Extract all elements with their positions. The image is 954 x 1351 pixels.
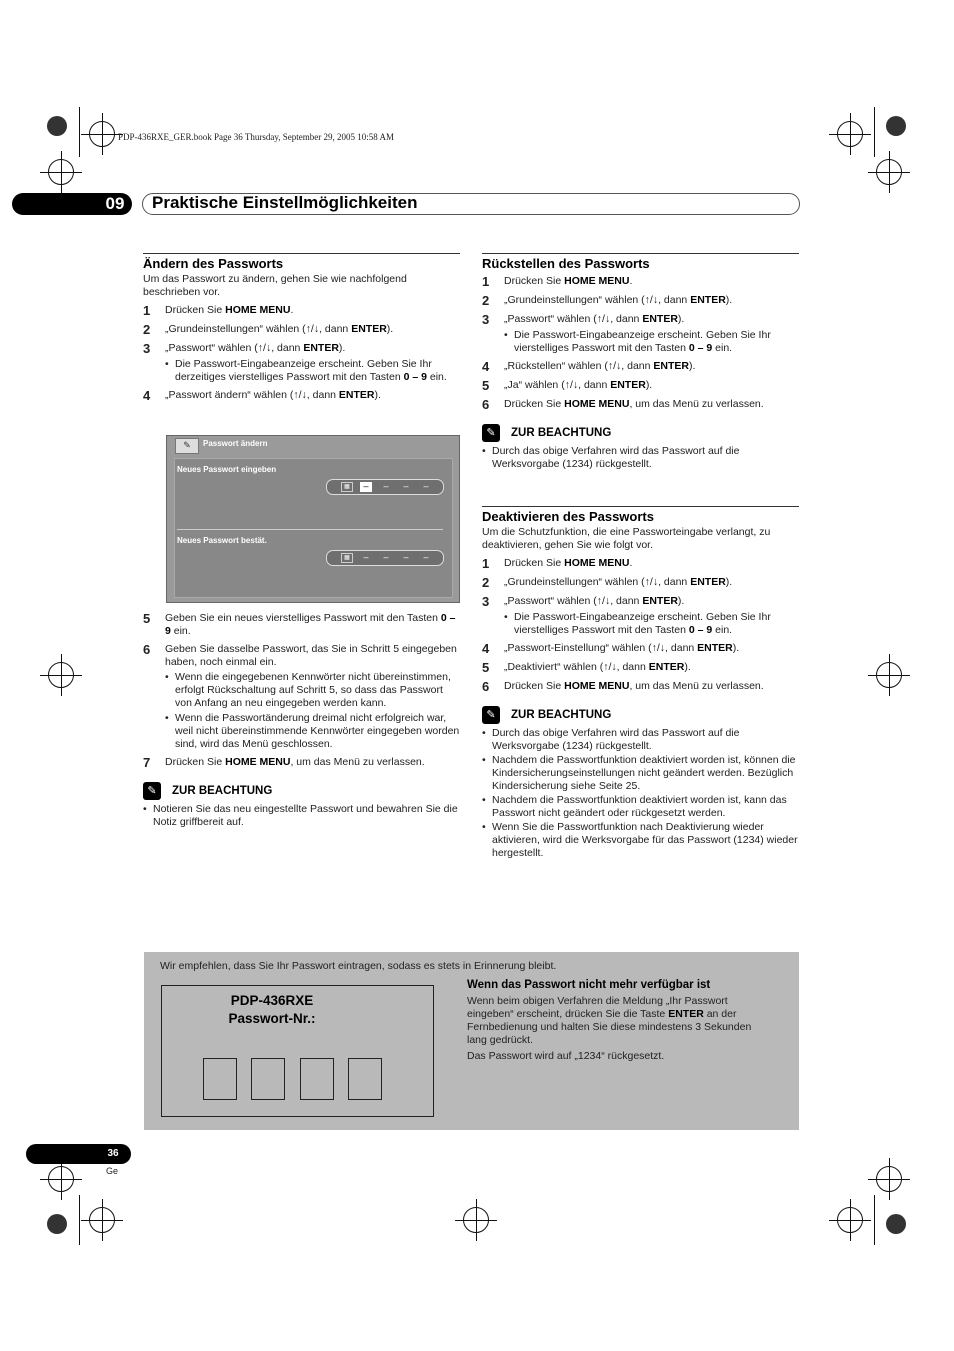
bullet-item: • Wenn die Passwortänderung dreimal nicht erfolgreich war, weil nicht übereinstimmende Kennwörter eingegeben worden sind, wird das Menü geschlossen. — [165, 712, 460, 750]
step-1: 1 Drücken Sie HOME MENU. — [482, 274, 633, 289]
bullet-item: • Die Passwort-Eingabeanzeige erscheint. Geben Sie Ihr derzeitiges vierstelliges Passwort mit den Tasten 0 – 9 ein. — [165, 358, 447, 383]
crop-mark — [79, 1195, 80, 1245]
registration-mark — [837, 1207, 863, 1233]
keypad-icon: ▦ — [341, 482, 353, 492]
note-pencil-icon: ✎ — [143, 782, 161, 800]
password-memo-box — [144, 952, 799, 1130]
card-title: PDP-436RXE Passwort-Nr.: — [228, 993, 316, 1026]
section-heading: Deaktivieren des Passworts — [482, 509, 654, 524]
digit-slot: – — [423, 481, 429, 491]
note-title: ZUR BEACHTUNG — [172, 784, 273, 797]
note-item: • Durch das obige Verfahren wird das Passwort auf die Werksvorgabe (1234) rückgestellt. — [482, 727, 740, 752]
step-5: 5 „Ja“ wählen (↑/↓, dann ENTER). — [482, 378, 653, 393]
registration-dot — [47, 1214, 67, 1234]
new-password-label: Neues Passwort eingeben — [177, 465, 277, 474]
step-6: 6 Drücken Sie HOME MENU, um das Menü zu verlassen. — [482, 679, 764, 694]
password-digit-box[interactable] — [300, 1058, 334, 1100]
registration-mark — [89, 121, 115, 147]
language-code: Ge — [106, 1166, 119, 1176]
registration-dot — [886, 116, 906, 136]
crop-mark — [79, 107, 80, 157]
divider — [177, 529, 443, 530]
step-5: 5 „Deaktiviert“ wählen (↑/↓, dann ENTER). — [482, 660, 691, 675]
confirm-password-label: Neues Passwort bestät. — [177, 536, 267, 545]
registration-mark — [876, 1166, 902, 1192]
right-column-lower — [482, 506, 799, 860]
step-3: 3 „Passwort“ wählen (↑/↓, dann ENTER). — [482, 312, 685, 327]
crop-mark — [874, 1195, 875, 1245]
step-3: 3 „Passwort“ wählen (↑/↓, dann ENTER). — [143, 341, 346, 356]
crop-mark — [874, 107, 875, 157]
password-change-screen — [166, 435, 460, 603]
note-header — [482, 706, 799, 724]
step-4: 4 „Rückstellen“ wählen (↑/↓, dann ENTER). — [482, 359, 696, 374]
step-6: 6 Geben Sie dasselbe Passwort, das Sie in Schritt 5 eingegeben haben, noch einmal ein. — [143, 642, 457, 668]
left-column — [143, 253, 460, 403]
section-heading: Rückstellen des Passworts — [482, 256, 650, 271]
registration-mark — [48, 1166, 74, 1192]
file-info-line: PDP-436RXE_GER.book Page 36 Thursday, September 29, 2005 10:58 AM — [118, 132, 394, 142]
digit-slot: – — [383, 552, 389, 562]
registration-mark — [89, 1207, 115, 1233]
note-header — [482, 424, 799, 442]
step-1: 1 Drücken Sie HOME MENU. — [143, 303, 294, 318]
note-pencil-icon: ✎ — [482, 706, 500, 724]
bullet-item: • Die Passwort-Eingabeanzeige erscheint. Geben Sie Ihr vierstelliges Passwort mit den Tasten 0 – 9 ein. — [504, 611, 771, 636]
note-pencil-icon: ✎ — [482, 424, 500, 442]
step-2: 2 „Grundeinstellungen“ wählen (↑/↓, dann ENTER). — [482, 293, 733, 308]
registration-dot — [886, 1214, 906, 1234]
keypad-icon: ▦ — [341, 553, 353, 563]
digit-slot: – — [383, 481, 389, 491]
note-item: • Durch das obige Verfahren wird das Passwort auf die Werksvorgabe (1234) rückgestellt. — [482, 445, 740, 470]
step-1: 1 Drücken Sie HOME MENU. — [482, 556, 633, 571]
recommendation-text: Wir empfehlen, dass Sie Ihr Passwort eintragen, sodass es stets in Erinnerung bleibt. — [160, 960, 557, 972]
step-5: 5 Geben Sie ein neues vierstelliges Passwort mit den Tasten 0 – 9 ein. — [143, 611, 456, 637]
digit-slot: – — [403, 552, 409, 562]
password-record-card — [161, 985, 434, 1117]
registration-mark — [48, 662, 74, 688]
note-title: ZUR BEACHTUNG — [511, 708, 612, 721]
note-title: ZUR BEACHTUNG — [511, 426, 612, 439]
step-3: 3 „Passwort“ wählen (↑/↓, dann ENTER). — [482, 594, 685, 609]
registration-mark — [48, 159, 74, 185]
note-header — [143, 782, 460, 800]
digit-slot: – — [360, 482, 372, 492]
left-column-lower — [143, 607, 460, 829]
screen-title: Passwort ändern — [203, 439, 268, 448]
note-item: • Wenn Sie die Passwortfunktion nach Deaktivierung wieder aktivieren, wird die Werksvorgabe für das Passwort (1234) wieder hergestellt. — [482, 821, 798, 859]
new-password-field[interactable] — [326, 479, 444, 495]
registration-mark — [876, 159, 902, 185]
info-paragraph: Das Passwort wird auf „1234“ rückgesetzt. — [467, 1050, 665, 1062]
digit-slot: – — [423, 552, 429, 562]
digit-slot: – — [363, 552, 369, 562]
registration-dot — [47, 116, 67, 136]
password-digit-box[interactable] — [251, 1058, 285, 1100]
section-intro: Um die Schutzfunktion, die eine Passworteingabe verlangt, zu deaktivieren, gehen Sie wie folgt vor. — [482, 526, 771, 551]
page-number: 36 — [107, 1148, 119, 1159]
menu-icon: ✎ — [175, 438, 199, 454]
step-7: 7 Drücken Sie HOME MENU, um das Menü zu verlassen. — [143, 755, 425, 770]
registration-mark — [463, 1207, 489, 1233]
chapter-title: Praktische Einstellmöglichkeiten — [152, 193, 418, 212]
step-2: 2 „Grundeinstellungen“ wählen (↑/↓, dann ENTER). — [482, 575, 733, 590]
chapter-number: 09 — [105, 194, 125, 213]
step-6: 6 Drücken Sie HOME MENU, um das Menü zu verlassen. — [482, 397, 764, 412]
registration-mark — [876, 662, 902, 688]
info-paragraph: Wenn beim obigen Verfahren die Meldung „Ihr Passwort eingeben“ erscheint, drücken Sie die Taste ENTER an der Fernbedienung und halten Sie diese mindestens 3 Sekunden lang gedrückt. — [467, 995, 752, 1046]
note-item: • Notieren Sie das neu eingestellte Passwort und bewahren Sie die Notiz griffbereit auf. — [143, 803, 458, 828]
confirm-password-field[interactable] — [326, 550, 444, 566]
password-digit-box[interactable] — [348, 1058, 382, 1100]
password-digit-box[interactable] — [203, 1058, 237, 1100]
screen-panel — [174, 458, 453, 598]
note-item: • Nachdem die Passwortfunktion deaktiviert worden ist, kann das Passwort nicht geändert oder rückgesetzt werden. — [482, 794, 787, 819]
registration-mark — [837, 121, 863, 147]
step-2: 2 „Grundeinstellungen“ wählen (↑/↓, dann ENTER). — [143, 322, 394, 337]
section-intro: Um das Passwort zu ändern, gehen Sie wie nachfolgend beschrieben vor. — [143, 273, 407, 298]
section-heading: Ändern des Passworts — [143, 256, 284, 271]
step-4: 4 „Passwort-Einstellung“ wählen (↑/↓, dann ENTER). — [482, 641, 740, 656]
bullet-item: • Wenn die eingegebenen Kennwörter nicht übereinstimmen, erfolgt Rückschaltung auf Schritt 5, so dass das Passwort von Anfang an neu eingegeben werden kann. — [165, 671, 451, 709]
bullet-item: • Die Passwort-Eingabeanzeige erscheint. Geben Sie Ihr vierstelliges Passwort mit den Tasten 0 – 9 ein. — [504, 329, 771, 354]
digit-slot: – — [403, 481, 409, 491]
info-title: Wenn das Passwort nicht mehr verfügbar ist — [467, 979, 711, 991]
note-item: • Nachdem die Passwortfunktion deaktiviert worden ist, können die Kindersicherungseinstellungen nicht geändert werden. Bezüglich Kindersicherung siehe Seite 25. — [482, 754, 796, 792]
step-4: 4 „Passwort ändern“ wählen (↑/↓, dann ENTER). — [143, 388, 381, 403]
right-column — [482, 253, 799, 471]
forgotten-password-info — [467, 979, 767, 1063]
